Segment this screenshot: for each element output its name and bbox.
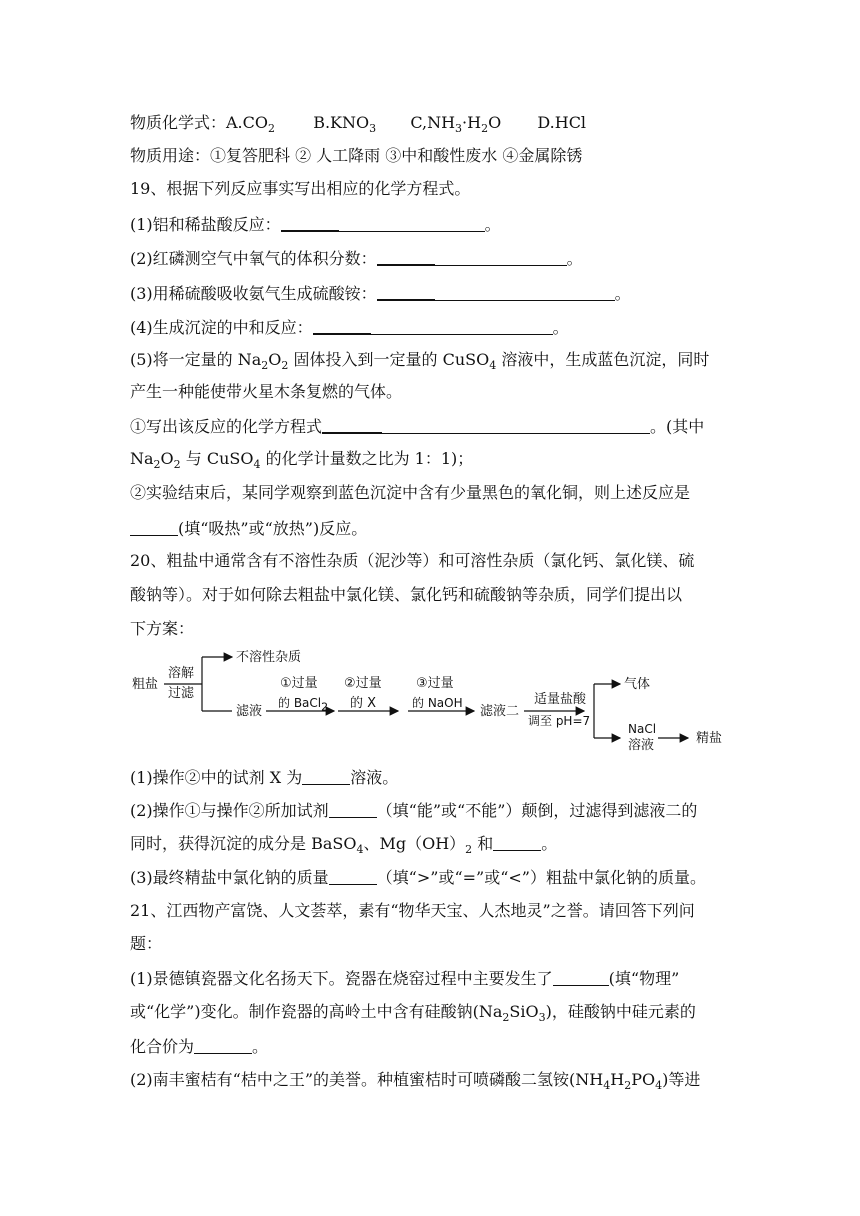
question-20-cont2: 下方案： (130, 619, 195, 638)
flow-step3-reagent: 的 NaOH (412, 696, 463, 710)
text: Na (130, 449, 154, 468)
q20-part2 (130, 799, 730, 822)
text: (2)操作①与操作②所加试剂 (130, 801, 329, 820)
answer-blank[interactable] (377, 283, 435, 301)
flow-refined-salt: 精盐 (696, 731, 723, 746)
q19-part1 (130, 212, 730, 236)
text: )，硅酸钠中硅元素的 (545, 1002, 696, 1021)
text: 和 (472, 834, 494, 853)
subscript: 4 (603, 1079, 611, 1093)
answer-blank[interactable] (313, 317, 371, 335)
substance-uses-line: 物质用途：①复答肥科 ② 人工降雨 ③中和酸性废水 ④金属除锈 (130, 146, 583, 165)
question-19-title: 19、根据下列反应事实写出相应的化学方程式。 (130, 179, 471, 198)
text: 溶液。 (350, 768, 399, 787)
flow-filtrate-two: 滤液二 (480, 704, 520, 719)
answer-blank[interactable] (281, 214, 339, 232)
text: SiO (509, 1002, 539, 1021)
text: (填“吸热”或“放热”)反应。 (178, 519, 368, 538)
text: (4)生成沉淀的中和反应： (130, 318, 313, 337)
question-21-title: 21、江西物产富饶、人文荟萃，素有“物华天宝、人杰地灵”之誉。请回答下列问 (130, 901, 695, 920)
question-21-cont: 题： (130, 934, 163, 953)
subscript: 3 (369, 122, 377, 136)
text: B.KNO (313, 113, 370, 132)
q19-part5-cont: 产生一种能使带火星木条复燃的气体。 (130, 382, 403, 401)
flow-gas: 气体 (624, 677, 651, 692)
text: 的 BaCl (278, 696, 322, 710)
flow-solution: 溶液 (628, 738, 655, 753)
flow-nacl: NaCl (628, 722, 657, 736)
text: (3)最终精盐中氯化钠的质量 (130, 868, 329, 887)
text: O (268, 350, 282, 369)
flow-step2-reagent: 的 X (350, 696, 377, 711)
text: 。 (614, 284, 631, 303)
answer-blank[interactable] (382, 417, 650, 434)
text: ①写出该反应的化学方程式 (130, 417, 323, 436)
q21-part1-cont2 (130, 1035, 730, 1058)
answer-blank[interactable] (329, 868, 377, 885)
substance-formulas-line (130, 112, 730, 134)
text: 与 CuSO (180, 449, 254, 468)
text: (5)将一定量的 Na (130, 350, 262, 369)
subscript: 2 (268, 122, 276, 136)
subscript: 2 (281, 359, 289, 373)
text: 同时，获得沉淀的成分是 BaSO (130, 834, 357, 853)
text: D.HCl (537, 113, 587, 132)
text: (填“物理” (608, 969, 680, 988)
answer-blank[interactable] (435, 284, 615, 301)
subscript: 2 (153, 458, 161, 472)
subscript: 3 (538, 1011, 546, 1025)
q19-part5 (130, 349, 730, 371)
text: 固体投入到一定量的 CuSO (288, 350, 490, 369)
text: O (488, 113, 502, 132)
answer-blank[interactable] (329, 801, 377, 818)
text: 。 (484, 215, 501, 234)
answer-blank[interactable] (435, 249, 567, 266)
q19-part2 (130, 246, 730, 270)
flow-dissolve: 溶解 (168, 666, 195, 681)
flow-step1-label: ①过量 (280, 676, 318, 691)
purification-flow-diagram (128, 640, 738, 758)
text: 、Mg（OH） (363, 834, 466, 853)
answer-blank[interactable] (377, 248, 435, 266)
text: 。(其中 (650, 417, 705, 436)
answer-blank[interactable] (194, 1037, 252, 1054)
subscript: 4 (489, 359, 497, 373)
answer-blank[interactable] (339, 215, 485, 232)
flow-step3-label: ③过量 (416, 676, 454, 691)
subscript: 2 (261, 359, 269, 373)
q20-part1 (130, 766, 730, 789)
text: 。 (252, 1037, 269, 1056)
text: （填“>”或“=”或“<”）粗盐中氯化钠的质量。 (376, 868, 706, 887)
text: (2)南丰蜜桔有“桔中之王”的美誉。种植蜜桔时可喷磷酸二氢铵(NH (130, 1070, 604, 1089)
text: 或“化学”)变化。制作瓷器的高岭土中含有硅酸钠(Na (130, 1002, 503, 1021)
text: H (610, 1070, 625, 1089)
subscript: 2 (321, 700, 329, 714)
subscript: 2 (502, 1011, 510, 1025)
text: 溶液中，生成蓝色沉淀，同时 (496, 350, 710, 369)
q20-part2-cont (130, 832, 730, 855)
flow-filtrate: 滤液 (236, 704, 263, 719)
answer-blank[interactable] (130, 519, 178, 536)
flow-step2-label: ②过量 (344, 676, 382, 691)
flow-crude-salt: 粗盐 (132, 677, 159, 692)
text: (3)用稀硫酸吸收氨气生成硫酸铵： (130, 284, 377, 303)
answer-blank[interactable] (322, 416, 382, 434)
answer-blank[interactable] (371, 318, 553, 335)
text: C,NH (410, 113, 456, 132)
text: （填“能”或“不能”）颠倒，过滤得到滤液二的 (376, 801, 698, 820)
q21-part2 (130, 1069, 730, 1091)
flow-insoluble-impurities: 不溶性杂质 (236, 650, 302, 665)
subscript: 3 (455, 122, 463, 136)
question-20-cont1: 酸钠等）。对于如何除去粗盐中氯化镁、氯化钙和硫酸钠等杂质，同学们提出以 (130, 585, 683, 604)
text: (2)红磷测空气中氧气的体积分数： (130, 249, 377, 268)
subscript: 2 (481, 122, 489, 136)
q21-part1-cont (130, 1001, 730, 1023)
text: 物质化学式：A.CO (130, 113, 269, 132)
subscript: 4 (253, 458, 261, 472)
subscript: 2 (465, 843, 473, 857)
text: O (160, 449, 174, 468)
answer-blank[interactable] (553, 969, 609, 986)
text: 。 (566, 249, 583, 268)
text: 。 (541, 834, 558, 853)
text: 化合价为 (130, 1037, 195, 1056)
answer-blank[interactable] (493, 834, 541, 851)
text: 的化学计量数之比为 1：1)； (260, 449, 474, 468)
flow-acid-label: 适量盐酸 (534, 692, 587, 707)
q19-part4 (130, 315, 730, 339)
text: )等进 (662, 1070, 701, 1089)
q20-part3 (130, 866, 730, 889)
flow-filter: 过滤 (168, 686, 195, 701)
text: (1)景德镇瓷器文化名扬天下。瓷器在烧窑过程中主要发生了 (130, 969, 553, 988)
subscript: 2 (624, 1079, 632, 1093)
q19-part3 (130, 281, 730, 305)
text: 。 (552, 318, 569, 337)
q21-part1 (130, 967, 730, 990)
q19-part5-sub2: ②实验结束后，某同学观察到蓝色沉淀中含有少量黑色的氧化铜，则上述反应是 (130, 483, 691, 502)
subscript: 2 (173, 458, 181, 472)
subscript: 4 (356, 843, 364, 857)
text: (1)操作②中的试剂 X 为 (130, 768, 303, 787)
text: ·H (462, 113, 482, 132)
q19-part5-sub1-cont (130, 448, 730, 470)
flow-ph-label: 调至 pH=7 (528, 714, 591, 728)
text: (1)铝和稀盐酸反应： (130, 215, 281, 234)
question-20-title: 20、粗盐中通常含有不溶性杂质（泥沙等）和可溶性杂质（氯化钙、氯化镁、硫 (130, 551, 695, 570)
q19-part5-sub2-cont (130, 517, 730, 540)
answer-blank[interactable] (302, 768, 350, 785)
text: PO (631, 1070, 656, 1089)
subscript: 4 (655, 1079, 663, 1093)
q19-part5-sub1 (130, 414, 730, 438)
flow-step1-reagent (278, 696, 329, 714)
